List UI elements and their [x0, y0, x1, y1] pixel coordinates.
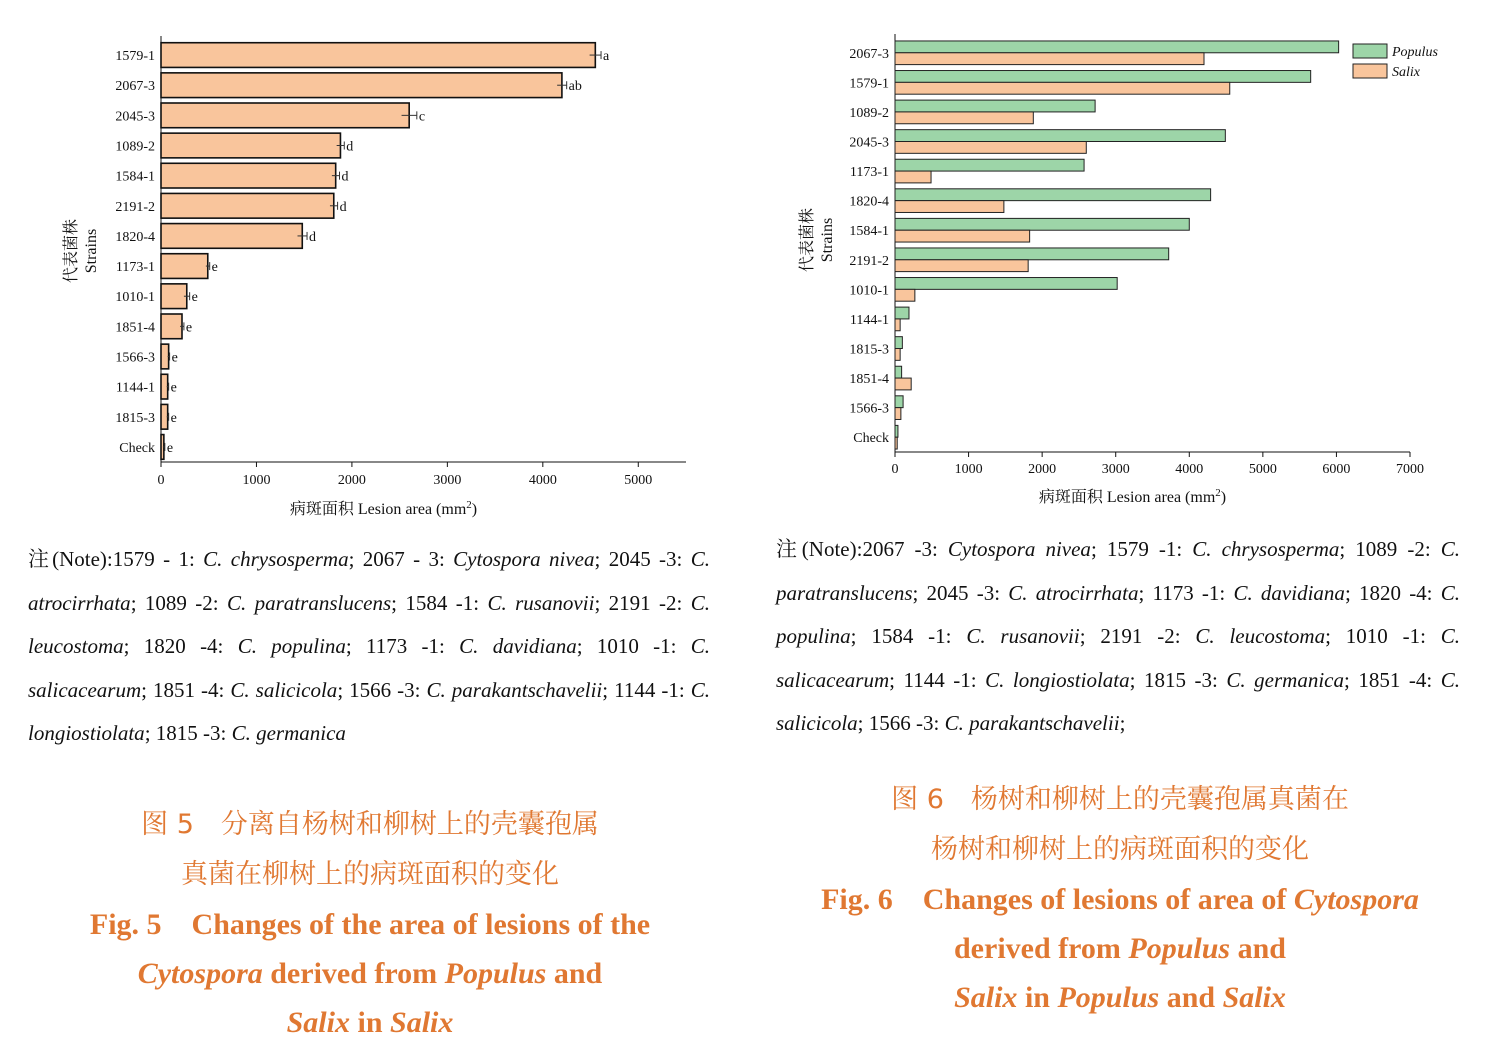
caption5-en-line1: Fig. 5 Changes of the area of lesions of the — [89, 908, 651, 941]
bar-populus — [895, 159, 1084, 171]
y-tick-label: 1173-1 — [849, 165, 889, 181]
bar — [161, 374, 168, 399]
species-name: Cytospora nivea — [453, 547, 595, 571]
x-tick-label: 0 — [157, 473, 165, 488]
y-tick-label: 1579-1 — [849, 76, 889, 92]
bar-salix — [895, 53, 1204, 65]
y-tick-label: 1815-3 — [115, 410, 155, 426]
species-name: C. atrocirrhata — [28, 547, 710, 615]
significance-label: e — [166, 440, 174, 456]
note-text: ; 1584 -1: — [850, 624, 967, 648]
species-name: C. rusanovii — [966, 624, 1080, 648]
y-tick-label: 1820-4 — [849, 194, 889, 210]
species-name: C. salicacearum — [28, 634, 710, 702]
bar-populus — [895, 248, 1169, 260]
x-tick-label: 1000 — [954, 462, 983, 477]
y-tick-label: 1173-1 — [115, 260, 155, 276]
bar-salix — [895, 112, 1033, 124]
bar — [161, 224, 302, 249]
x-tick-label: 5000 — [624, 473, 653, 488]
legend-label-salix: Salix — [1392, 65, 1420, 80]
y-axis-label-en: Strains — [819, 217, 836, 263]
y-tick-label: 1010-1 — [849, 283, 889, 299]
y-tick-label: 1089-2 — [849, 105, 889, 121]
x-tick-label: 4000 — [1175, 462, 1204, 477]
bar-salix — [895, 230, 1030, 242]
bar — [161, 43, 595, 68]
bar-salix — [895, 437, 897, 449]
species-name: C. parakantschavelii — [426, 677, 603, 702]
note-text: ; 2191 -2: — [1079, 624, 1196, 648]
species-name: C. chrysosperma — [1192, 537, 1340, 561]
species-name: C. paratranslucens — [776, 537, 1460, 605]
y-tick-label: 2045-3 — [115, 109, 155, 125]
y-axis-label-cn: 代表菌株 — [63, 218, 80, 284]
note-text: ; 2067 - 3: — [348, 547, 454, 571]
x-tick-label: 3000 — [433, 473, 462, 488]
x-tick-label: 0 — [891, 462, 899, 477]
species-name: C. germanica — [1226, 667, 1344, 692]
legend-swatch-salix — [1353, 64, 1387, 78]
figure-6-caption — [770, 775, 1470, 1022]
caption6-cn-line2: 杨树和柳树上的病斑面积的变化 — [931, 834, 1309, 865]
species-name: Cytospora nivea — [947, 537, 1091, 561]
note-text: ; 1820 -4: — [1344, 580, 1441, 605]
y-tick-label: Check — [119, 440, 155, 456]
figure-5-panel — [0, 0, 750, 1045]
bar — [161, 404, 168, 429]
y-tick-label: 1815-3 — [849, 342, 889, 358]
bar-salix — [895, 408, 901, 420]
species-name: C. parakantschavelii — [944, 711, 1120, 735]
significance-label: e — [170, 410, 177, 426]
significance-label: a — [603, 49, 610, 65]
bar-populus — [895, 100, 1095, 112]
x-tick-label: 5000 — [1248, 462, 1277, 477]
significance-label: d — [341, 169, 349, 185]
species-name: C. salicacearum — [776, 624, 1461, 692]
caption5-en-line3: Salix in Salix — [286, 1006, 454, 1039]
bar-salix — [895, 260, 1028, 272]
caption6-cn-line1: 图 6 杨树和柳树上的壳囊孢属真菌在 — [891, 784, 1349, 815]
note-text: ; 1579 -1: — [1090, 537, 1193, 561]
note-text: ; 1144 -1: — [889, 667, 986, 692]
bar — [161, 254, 208, 279]
bar-salix — [895, 319, 900, 331]
significance-label: e — [170, 380, 177, 396]
bar-salix — [895, 201, 1004, 213]
legend-label-populus: Populus — [1392, 45, 1438, 60]
legend-swatch-populus — [1353, 44, 1387, 58]
note-text: 注(Note):1579 - 1: — [28, 547, 204, 571]
bar-populus — [895, 278, 1117, 290]
y-axis-label-en: Strains — [83, 228, 100, 274]
x-tick-label: 3000 — [1101, 462, 1130, 477]
x-axis-label: 病斑面积 Lesion area $(mm^2)$ — [289, 499, 478, 518]
x-tick-label: 4000 — [528, 473, 557, 488]
significance-label: c — [418, 109, 426, 125]
y-tick-label: 1851-4 — [115, 320, 155, 336]
x-tick-label: 2000 — [337, 473, 366, 488]
figure-6-note — [776, 528, 1460, 746]
species-name: C. populina — [237, 634, 346, 658]
y-tick-label: 2045-3 — [849, 135, 889, 151]
species-name: C. salicicola — [230, 677, 338, 702]
note-text: ; 1584 -1: — [391, 590, 488, 615]
y-tick-label: 2191-2 — [849, 253, 889, 269]
y-tick-label: 1579-1 — [115, 49, 155, 65]
caption6-en-line2: derived from Populus and — [954, 932, 1286, 965]
significance-label: d — [339, 199, 347, 215]
note-text: ; 1010 -1: — [1325, 624, 1441, 648]
note-text: ; 1851 -4: — [141, 677, 231, 702]
caption6-en-line3: Salix in Populus and Salix — [954, 981, 1286, 1014]
species-name: C. chrysosperma — [203, 547, 349, 571]
x-tick-label: 6000 — [1322, 462, 1351, 477]
species-name: C. leucostoma — [1195, 624, 1326, 648]
bar-salix — [895, 349, 900, 361]
species-name: C. salicicola — [776, 667, 1461, 735]
bar-populus — [895, 41, 1339, 53]
bar — [161, 344, 169, 369]
note-text: ; 1815 -3: — [144, 721, 232, 745]
significance-label: e — [211, 260, 218, 276]
bar-salix — [895, 171, 931, 183]
bar-populus — [895, 130, 1225, 142]
note-text: ; 2045 -3: — [912, 580, 1009, 605]
bar-salix — [895, 289, 915, 301]
note-text: ; 1144 -1: — [602, 677, 691, 702]
note-text: ; 1089 -2: — [130, 590, 227, 615]
bar-salix — [895, 378, 911, 390]
species-name: C. atrocirrhata — [1008, 580, 1139, 605]
figure-5-note — [28, 538, 710, 756]
y-tick-label: 1820-4 — [115, 229, 155, 245]
y-tick-label: 1566-3 — [849, 401, 889, 417]
figure-5-caption — [20, 800, 720, 1047]
y-tick-label: 2191-2 — [115, 199, 155, 215]
species-name: C. davidiana — [1233, 580, 1345, 605]
y-tick-label: 2067-3 — [849, 46, 889, 62]
species-name: C. davidiana — [459, 634, 577, 658]
caption5-cn-line2: 真菌在柳树上的病斑面积的变化 — [181, 859, 559, 890]
bar — [161, 284, 187, 309]
bar — [161, 103, 409, 128]
bar-populus — [895, 307, 909, 319]
note-text: 注(Note):2067 -3: — [776, 537, 948, 561]
y-tick-label: 1089-2 — [115, 139, 155, 155]
species-name: C. rusanovii — [487, 590, 595, 615]
bar-populus — [895, 189, 1211, 201]
caption5-cn-line1: 图 5 分离自杨树和柳树上的壳囊孢属 — [141, 809, 599, 840]
bar-populus — [895, 366, 902, 378]
caption6-en-line1: Fig. 6 Changes of lesions of area of Cytospora — [821, 883, 1419, 916]
figure-6-panel — [750, 0, 1500, 1045]
note-text: ; 1010 -1: — [576, 634, 691, 658]
x-tick-label: 2000 — [1028, 462, 1057, 477]
bar — [161, 314, 182, 339]
species-name: C. paratranslucens — [227, 590, 392, 615]
note-text: ; 2045 -3: — [594, 547, 691, 571]
note-text: ; 1566 -3: — [857, 711, 945, 735]
caption5-en-line2: Cytospora derived from Populus and — [137, 957, 603, 990]
y-axis-label-cn: 代表菌株 — [799, 207, 816, 273]
note-text: ; 1566 -3: — [337, 677, 427, 702]
bar-salix — [895, 142, 1086, 154]
species-name: C. longiostiolata — [28, 677, 710, 745]
bar — [161, 193, 334, 218]
y-tick-label: 1851-4 — [849, 372, 889, 388]
y-tick-label: 1144-1 — [849, 312, 889, 328]
note-text: ; 1173 -1: — [345, 634, 460, 658]
species-name: C. germanica — [231, 721, 346, 745]
bar — [161, 133, 340, 158]
y-tick-label: 1584-1 — [115, 169, 155, 185]
note-text: ; 1851 -4: — [1343, 667, 1441, 692]
x-tick-label: 1000 — [242, 473, 271, 488]
note-text: ; 1815 -3: — [1129, 667, 1227, 692]
significance-label: e — [185, 320, 193, 336]
significance-label: d — [309, 229, 317, 245]
species-name: C. populina — [776, 580, 1460, 648]
y-tick-label: Check — [853, 431, 889, 447]
bar-salix — [895, 82, 1230, 94]
figure-5-bar-chart — [0, 0, 750, 530]
x-axis-label: 病斑面积 Lesion area $(mm^2)$ — [1038, 487, 1227, 506]
y-tick-label: 1566-3 — [115, 350, 155, 366]
species-name: C. leucostoma — [28, 590, 711, 658]
significance-label: d — [346, 139, 354, 155]
bar-populus — [895, 425, 898, 437]
figure-6-bar-chart — [750, 0, 1500, 520]
note-text: ; 1820 -4: — [123, 634, 238, 658]
y-tick-label: 1584-1 — [849, 224, 889, 240]
bar — [161, 73, 562, 98]
bar-populus — [895, 337, 902, 349]
bar-populus — [895, 218, 1189, 230]
species-name: C. longiostiolata — [985, 667, 1130, 692]
significance-label: ab — [568, 79, 582, 95]
bar-populus — [895, 396, 903, 408]
note-text: ; 1173 -1: — [1138, 580, 1234, 605]
note-text: ; 2191 -2: — [594, 590, 691, 615]
x-tick-label: 7000 — [1396, 462, 1424, 477]
y-tick-label: 2067-3 — [115, 79, 155, 95]
note-text: ; 1089 -2: — [1339, 537, 1441, 561]
bar-populus — [895, 71, 1311, 83]
y-tick-label: 1010-1 — [115, 290, 155, 306]
bar — [161, 163, 336, 188]
significance-label: e — [171, 350, 178, 366]
significance-label: e — [191, 290, 198, 306]
y-tick-label: 1144-1 — [115, 380, 155, 396]
note-text: ; — [1119, 711, 1126, 735]
